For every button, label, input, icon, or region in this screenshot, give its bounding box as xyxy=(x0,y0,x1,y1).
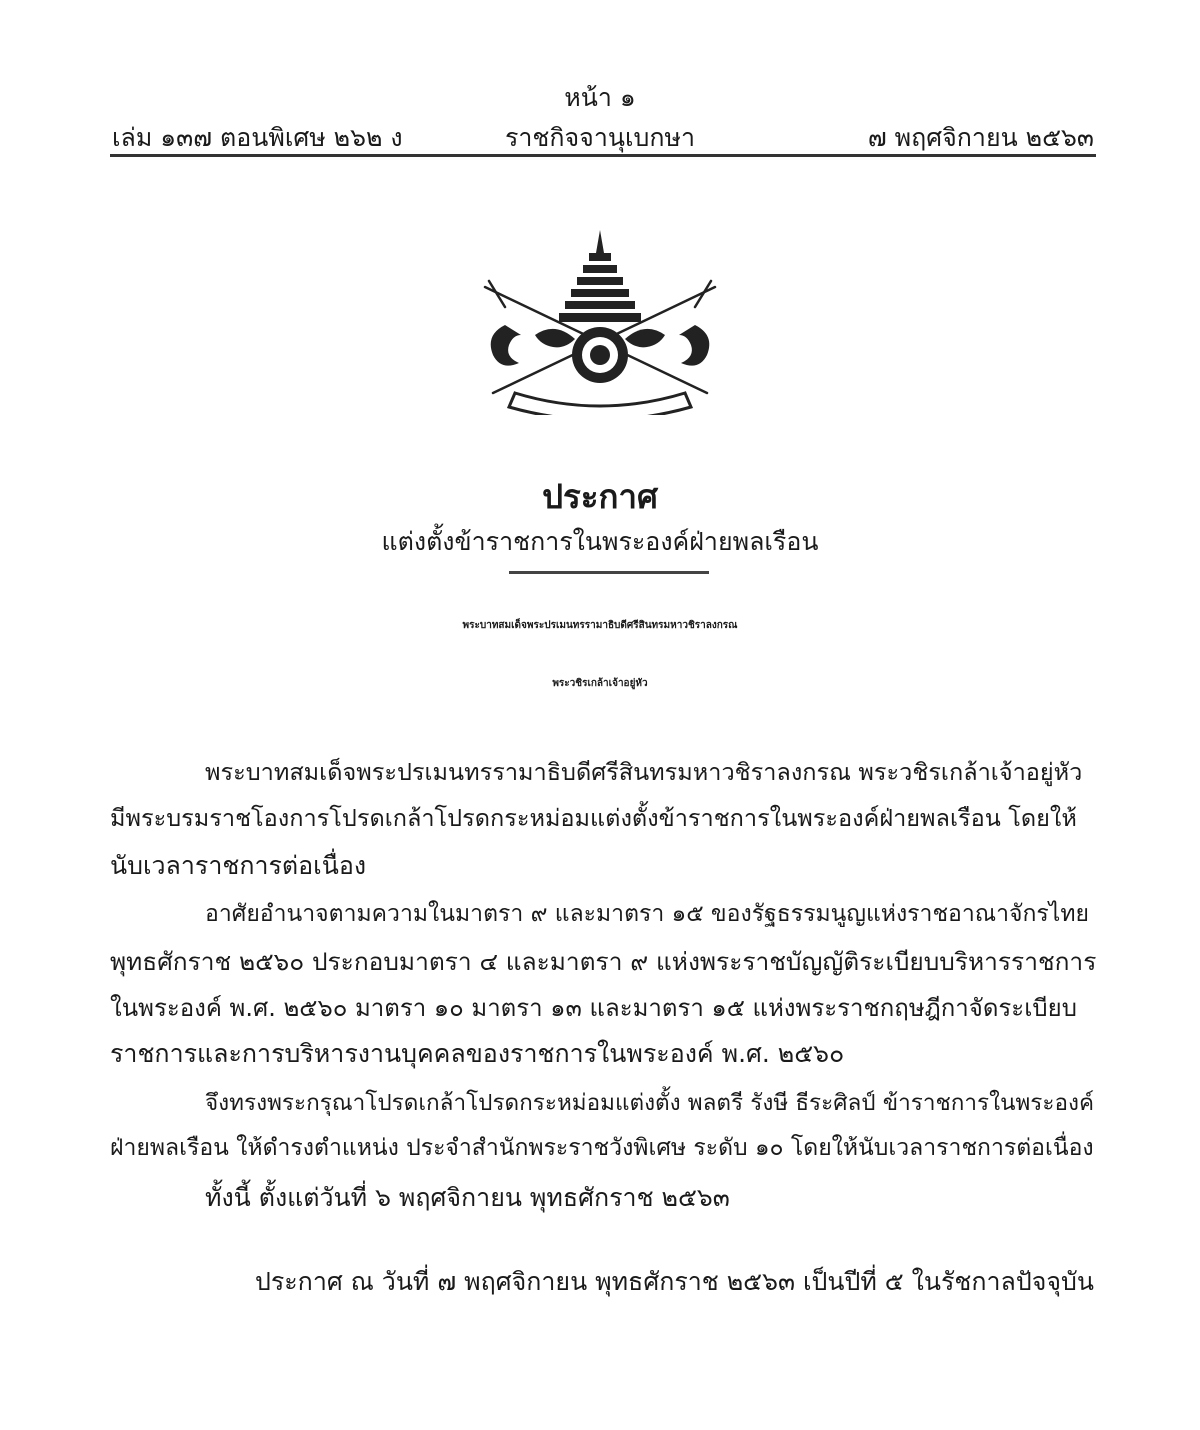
body-line: ราชการและการบริหารงานบุคคลของราชการในพระองค์ พ.ศ. ๒๕๖๐ xyxy=(110,1039,845,1068)
title-divider xyxy=(509,571,709,574)
body-line: ฝ่ายพลเรือน ให้ดำรงตำแหน่ง ประจำสำนักพระราชวังพิเศษ ระดับ ๑๐ โดยให้นับเวลาราชการต่อเนื่อง xyxy=(110,1135,1094,1161)
body-line: จึงทรงพระกรุณาโปรดเกล้าโปรดกระหม่อมแต่งตั้ง พลตรี รังษี ธีระศิลป์ ข้าราชการในพระองค์ xyxy=(205,1090,1095,1116)
announcement-title: ประกาศ xyxy=(542,477,658,516)
body-line: ในพระองค์ พ.ศ. ๒๕๖๐ มาตรา ๑๐ มาตรา ๑๓ และมาตรา ๑๕ แห่งพระราชกฤษฎีกาจัดระเบียบ xyxy=(110,994,1077,1022)
body-line: ทั้งนี้ ตั้งแต่วันที่ ๖ พฤศจิกายน พุทธศักราช ๒๕๖๓ xyxy=(205,1183,730,1212)
header-date: ๗ พฤศจิกายน ๒๕๖๓ xyxy=(867,123,1094,152)
body-line: พระบาทสมเด็จพระปรเมนทรรามาธิบดีศรีสินทรมหาวชิราลงกรณ พระวชิรเกล้าเจ้าอยู่หัว xyxy=(205,758,1083,786)
gazette-name: ราชกิจจานุเบกษา xyxy=(504,123,696,152)
volume-issue: เล่ม ๑๓๗ ตอนพิเศษ ๒๖๒ ง xyxy=(112,123,403,152)
body-line: นับเวลาราชการต่อเนื่อง xyxy=(110,851,367,880)
royal-emblem-icon xyxy=(475,225,725,415)
announcement-subtitle: แต่งตั้งข้าราชการในพระองค์ฝ่ายพลเรือน xyxy=(381,527,819,556)
body-line: มีพระบรมราชโองการโปรดเกล้าโปรดกระหม่อมแต่งตั้งข้าราชการในพระองค์ฝ่ายพลเรือน โดยให้ xyxy=(110,804,1077,832)
king-name-line-2: พระวชิรเกล้าเจ้าอยู่หัว xyxy=(552,678,648,689)
announcement-date: ประกาศ ณ วันที่ ๗ พฤศจิกายน พุทธศักราช ๒๕๖๓ เป็นปีที่ ๕ ในรัชกาลปัจจุบัน xyxy=(254,1267,1094,1296)
header-rule xyxy=(110,154,1096,157)
body-line: พุทธศักราช ๒๕๖๐ ประกอบมาตรา ๔ และมาตรา ๙ แห่งพระราชบัญญัติระเบียบบริหารราชการ xyxy=(110,947,1097,976)
body-line: อาศัยอำนาจตามความในมาตรา ๙ และมาตรา ๑๕ ของรัฐธรรมนูญแห่งราชอาณาจักรไทย xyxy=(205,901,1089,927)
page-number: หน้า ๑ xyxy=(564,83,636,112)
king-name-line-1: พระบาทสมเด็จพระปรเมนทรรามาธิบดีศรีสินทรมหาวชิราลงกรณ xyxy=(462,620,738,631)
